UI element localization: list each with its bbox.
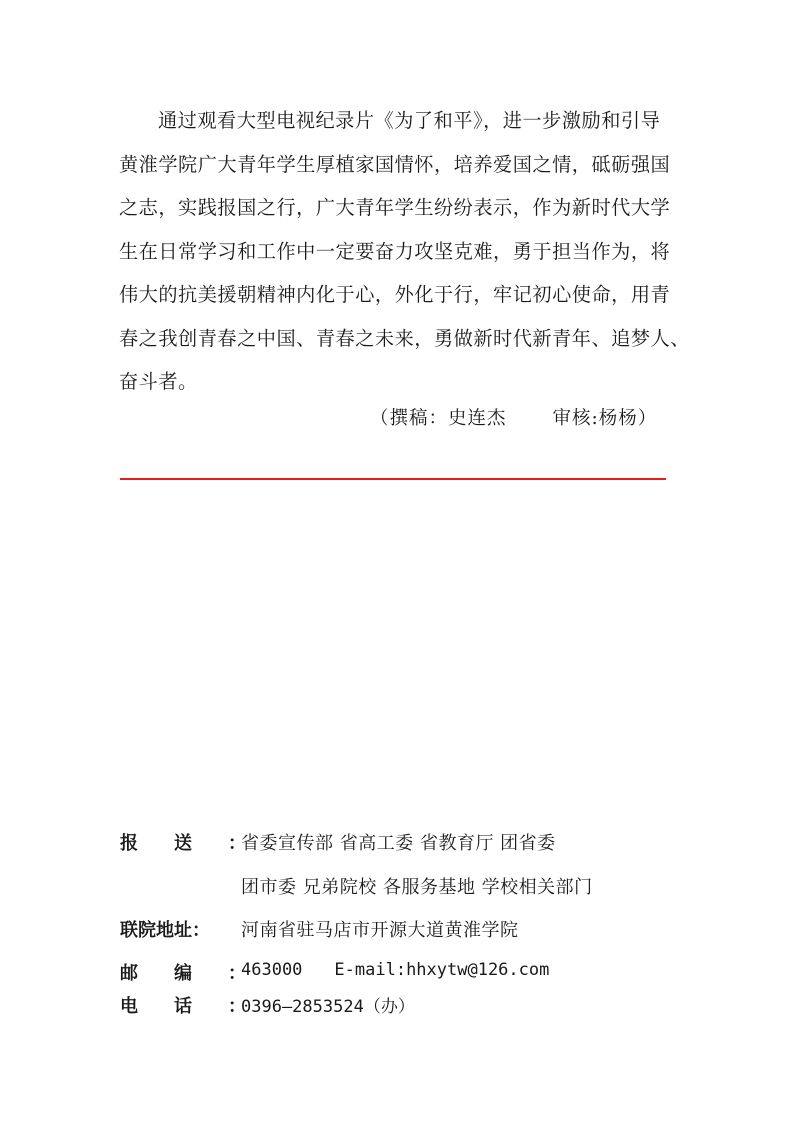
postcode-email bbox=[241, 959, 549, 980]
report-recipients-2: 团市委 兄弟院校 各服务基地 学校相关部门 bbox=[241, 877, 593, 898]
reviewer-credit: 审核:杨杨） bbox=[552, 408, 658, 429]
address-label: 联院地址： bbox=[120, 920, 210, 941]
byline bbox=[370, 404, 657, 430]
article-line-6: 春之我创青春之中国、青春之未来，勇做新时代新青年、追梦人、 bbox=[119, 326, 690, 350]
red-divider bbox=[120, 478, 666, 480]
report-label: 报送： bbox=[120, 833, 246, 854]
article-line-4: 生在日常学习和工作中一定要奋力攻坚克难，勇于担当作为，将 bbox=[119, 239, 671, 263]
article-line-5: 伟大的抗美援朝精神内化于心，外化于行，牢记初心使命，用青 bbox=[119, 283, 671, 306]
article-line-2: 黄淮学院广大青年学生厚植家国情怀，培养爱国之情，砥砺强国 bbox=[119, 152, 671, 176]
postcode-label: 邮编： bbox=[120, 963, 246, 984]
address-value: 河南省驻马店市开源大道黄淮学院 bbox=[241, 920, 519, 941]
phone-label: 电话： bbox=[120, 996, 246, 1017]
postcode-value: 463000 bbox=[241, 960, 303, 980]
article-line-7: 奋斗者。 bbox=[119, 370, 198, 393]
article-body bbox=[119, 99, 690, 404]
article-line-1: 通过观看大型电视纪录片《为了和平》，进一步激励和引导 bbox=[158, 109, 661, 132]
phone-value: 0396—2853524（办） bbox=[241, 997, 415, 1017]
article-line-3: 之志，实践报国之行，广大青年学生纷纷表示，作为新时代大学 bbox=[119, 196, 671, 219]
email-value[interactable]: E-mail:hhxytw@126.com bbox=[334, 960, 550, 980]
author-credit: （撰稿：史连杰 bbox=[370, 408, 507, 429]
report-recipients-1: 省委宣传部 省高工委 省教育厅 团省委 bbox=[241, 833, 556, 854]
